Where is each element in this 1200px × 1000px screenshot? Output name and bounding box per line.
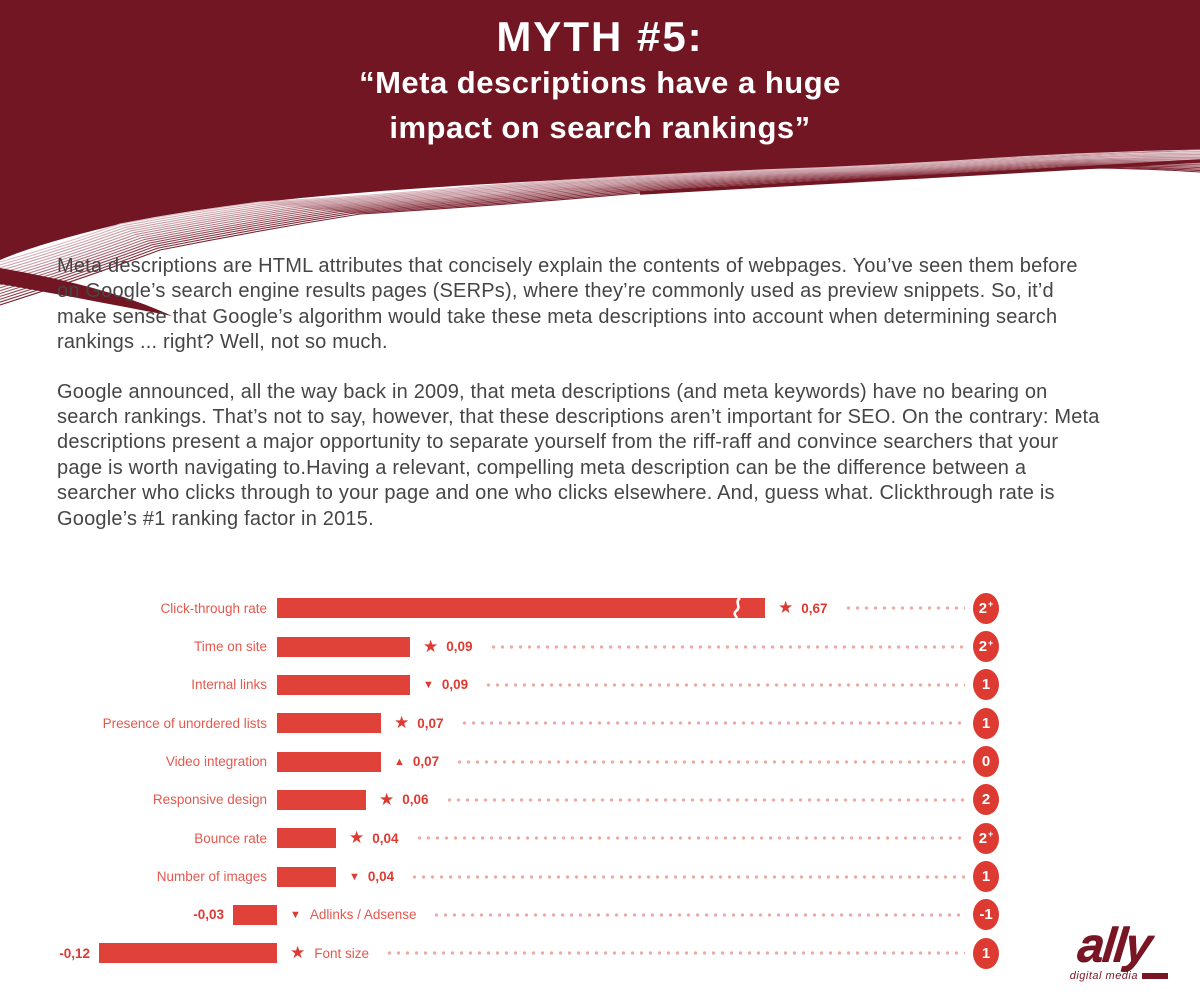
dot-leader [445,798,965,802]
category-label: Time on site [193,639,267,655]
dot-leader [460,721,965,725]
logo-wordmark: ally [1075,919,1153,972]
paragraph-google-announcement: Google announced, all the way back in 2009, that meta descriptions (and meta keywords) have no bearing on search rankings. That’s not to say, however, that these descriptions aren’t important for SEO. On the contrary: Meta descriptions present a major opportunity to separate yourself from the riff-raff and convince searchers that your page is worth navigating to.Having a relevant, compelling meta description can be the difference between a searcher who clicks through to your page and one who clicks elsewhere. And, guess what. Clickthrough rate is Google’s #1 ranking factor in 2015. [57,380,1100,530]
chart-row [0,742,1200,780]
bar [277,790,366,810]
score-badge: 1 [973,669,999,700]
bar [233,905,277,925]
score-badge: 2 + [973,593,999,624]
myth-subtitle-line2: impact on search rankings” [389,110,811,145]
down-triangle-icon: ▼ [423,678,434,691]
chart-row [0,934,1200,972]
down-triangle-icon: ▼ [290,908,301,921]
value-label: 0,07 [417,715,444,731]
category-label: Font size [314,945,370,961]
bar [277,867,336,887]
category-label: Number of images [156,869,267,885]
dot-leader [385,951,965,955]
star-icon: ★ [423,636,439,656]
dot-leader [410,875,965,879]
value-label: 0,09 [441,677,469,693]
bar [277,713,381,733]
value-label: 0,07 [412,754,440,770]
star-icon: ★ [394,713,410,733]
dot-leader [415,836,965,840]
logo-underline-bar [1142,973,1168,979]
category-label: Video integration [165,754,267,770]
down-triangle-icon: ▼ [349,870,360,883]
category-label: Presence of unordered lists [102,715,267,731]
chart-row [0,704,1200,742]
body-copy [57,254,1105,556]
up-triangle-icon: ▲ [394,755,405,768]
bar [277,828,336,848]
value-label: -0,12 [59,945,90,961]
bar [277,637,410,657]
axis-break-icon [731,598,745,618]
chart-row [0,627,1200,665]
chart-row [0,857,1200,895]
bar [99,943,277,963]
value-label: 0,06 [402,792,429,808]
dot-leader [432,913,965,917]
score-badge: 1 [973,861,999,892]
dot-leader [489,645,965,649]
value-label: 0,04 [367,869,395,885]
score-badge: 1 [973,938,999,969]
dot-leader [484,683,965,687]
myth-title: MYTH #5: [496,13,704,60]
bar [277,752,381,772]
logo-tagline: digital media [1069,970,1138,982]
paragraph-intro: Meta descriptions are HTML attributes that concisely explain the contents of webpages. You’ve seen them before on Google’s search engine results pages (SERPs), where they’re commonly used as preview snippets. So, it’d make sense that Google’s algorithm would take these meta descriptions into account when determining search rankings ... right? Well, not so much. [57,255,1078,354]
dot-leader [844,606,965,610]
category-label: Internal links [191,677,267,693]
dot-leader [455,760,965,764]
star-icon: ★ [379,789,395,809]
star-icon: ★ [290,943,306,963]
chart-row [0,666,1200,704]
value-label: 0,67 [801,600,828,616]
star-icon: ★ [778,598,794,618]
category-label: Responsive design [152,792,267,808]
category-label: Bounce rate [194,830,267,846]
score-badge: 0 [973,746,999,777]
myth-subtitle-line1: “Meta descriptions have a huge [359,65,841,100]
negative-bar-cell [0,943,277,963]
value-label: 0,09 [446,639,473,655]
header [0,14,1200,150]
category-label: Adlinks / Adsense [309,907,417,923]
chart-row [0,819,1200,857]
score-badge: 2 [973,784,999,815]
bar [277,598,765,618]
score-badge: -1 [973,899,999,930]
chart-row [0,781,1200,819]
category-label: Click-through rate [160,600,267,616]
score-badge: 2 + [973,823,999,854]
negative-bar-cell [0,905,277,925]
ranking-chart [0,589,1200,972]
ally-logo [1054,919,1174,982]
value-label: 0,04 [372,830,399,846]
score-badge: 2 + [973,631,999,662]
chart-row [0,589,1200,627]
bar [277,675,410,695]
score-badge: 1 [973,708,999,739]
star-icon: ★ [349,828,365,848]
value-label: -0,03 [193,907,224,923]
chart-row [0,896,1200,934]
